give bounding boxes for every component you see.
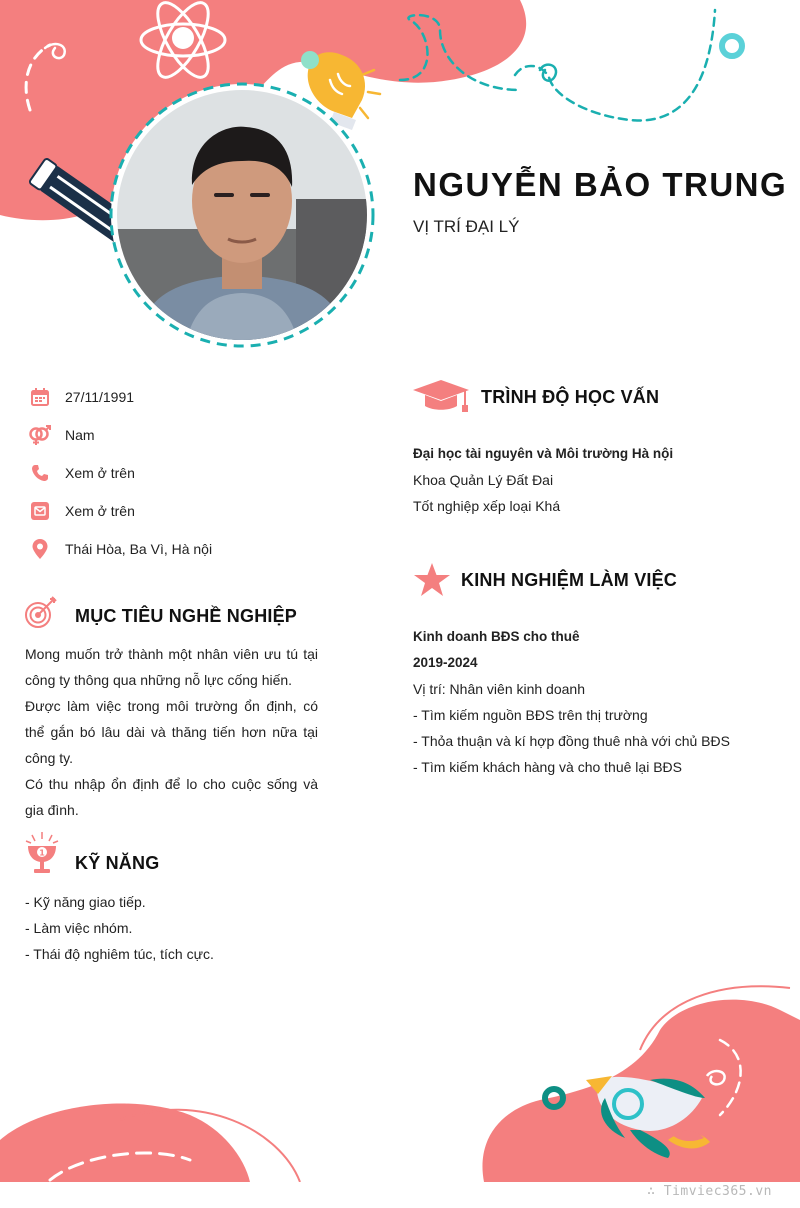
birthday-text: 27/11/1991	[65, 389, 135, 405]
gender-text: Nam	[65, 427, 95, 443]
info-row-phone	[28, 460, 135, 486]
email-text: Xem ở trên	[65, 503, 135, 519]
skills-list	[25, 889, 214, 967]
phone-icon	[28, 461, 52, 485]
phone-text: Xem ở trên	[65, 465, 135, 481]
work-role: Vị trí: Nhân viên kinh doanh	[413, 681, 585, 697]
duty-item: - Thỏa thuận và kí hợp đồng thuê nhà với chủ BĐS	[413, 733, 730, 749]
graduation-result: Tốt nghiệp xếp loại Khá	[413, 498, 561, 514]
graduation-cap-icon	[413, 380, 469, 414]
duty-item: - Tìm kiếm khách hàng và cho thuê lại BĐS	[413, 759, 682, 775]
job-position: VỊ TRÍ ĐẠI LÝ	[413, 217, 520, 236]
objective-line: Mong muốn trở thành một nhân viên ưu tú tại công ty thông qua những nỗ lực cống hiến.	[25, 646, 318, 688]
objective-body	[25, 641, 318, 823]
avatar	[116, 89, 368, 341]
skill-item: - Thái độ nghiêm túc, tích cực.	[25, 946, 214, 962]
objective-line: Có thu nhập ổn định để lo cho cuộc sống và gia đình.	[25, 776, 318, 818]
experience-title: KINH NGHIỆM LÀM VIỆC	[461, 570, 678, 590]
skills-title: KỸ NĂNG	[75, 853, 160, 873]
footer-decoration	[0, 980, 800, 1182]
info-row-email	[28, 498, 135, 524]
school-name: Đại học tài nguyên và Môi trường Hà nội	[413, 446, 674, 461]
skill-item: - Kỹ năng giao tiếp.	[25, 894, 146, 910]
info-row-birthday	[28, 384, 134, 410]
email-icon	[28, 499, 52, 523]
company-name: Kinh doanh BĐS cho thuê	[413, 629, 580, 644]
info-row-address	[28, 536, 212, 562]
work-period: 2019-2024	[413, 655, 478, 670]
objective-line: Được làm việc trong môi trường ổn định, có thể gắn bó lâu dài và thăng tiến hơn nữa tại công ty.	[25, 698, 318, 766]
watermark: ∴ Timviec365.vn	[647, 1184, 772, 1199]
calendar-icon	[28, 385, 52, 409]
location-pin-icon	[28, 537, 52, 561]
education-title: TRÌNH ĐỘ HỌC VẤN	[481, 387, 660, 407]
skill-item: - Làm việc nhóm.	[25, 920, 133, 936]
objective-title: MỤC TIÊU NGHỀ NGHIỆP	[75, 606, 298, 626]
star-icon	[413, 562, 451, 598]
target-icon	[24, 596, 58, 630]
gender-icon	[28, 423, 52, 447]
faculty-name: Khoa Quản Lý Đất Đai	[413, 472, 554, 488]
education-body	[413, 441, 673, 519]
experience-body	[413, 624, 730, 780]
duty-item: - Tìm kiếm nguồn BĐS trên thị trường	[413, 707, 648, 723]
svg-text:1: 1	[39, 848, 45, 858]
address-text: Thái Hòa, Ba Vì, Hà nội	[65, 541, 213, 557]
trophy-icon	[24, 830, 60, 876]
full-name: NGUYỄN BẢO TRUNG	[413, 166, 788, 203]
info-row-gender	[28, 422, 95, 448]
